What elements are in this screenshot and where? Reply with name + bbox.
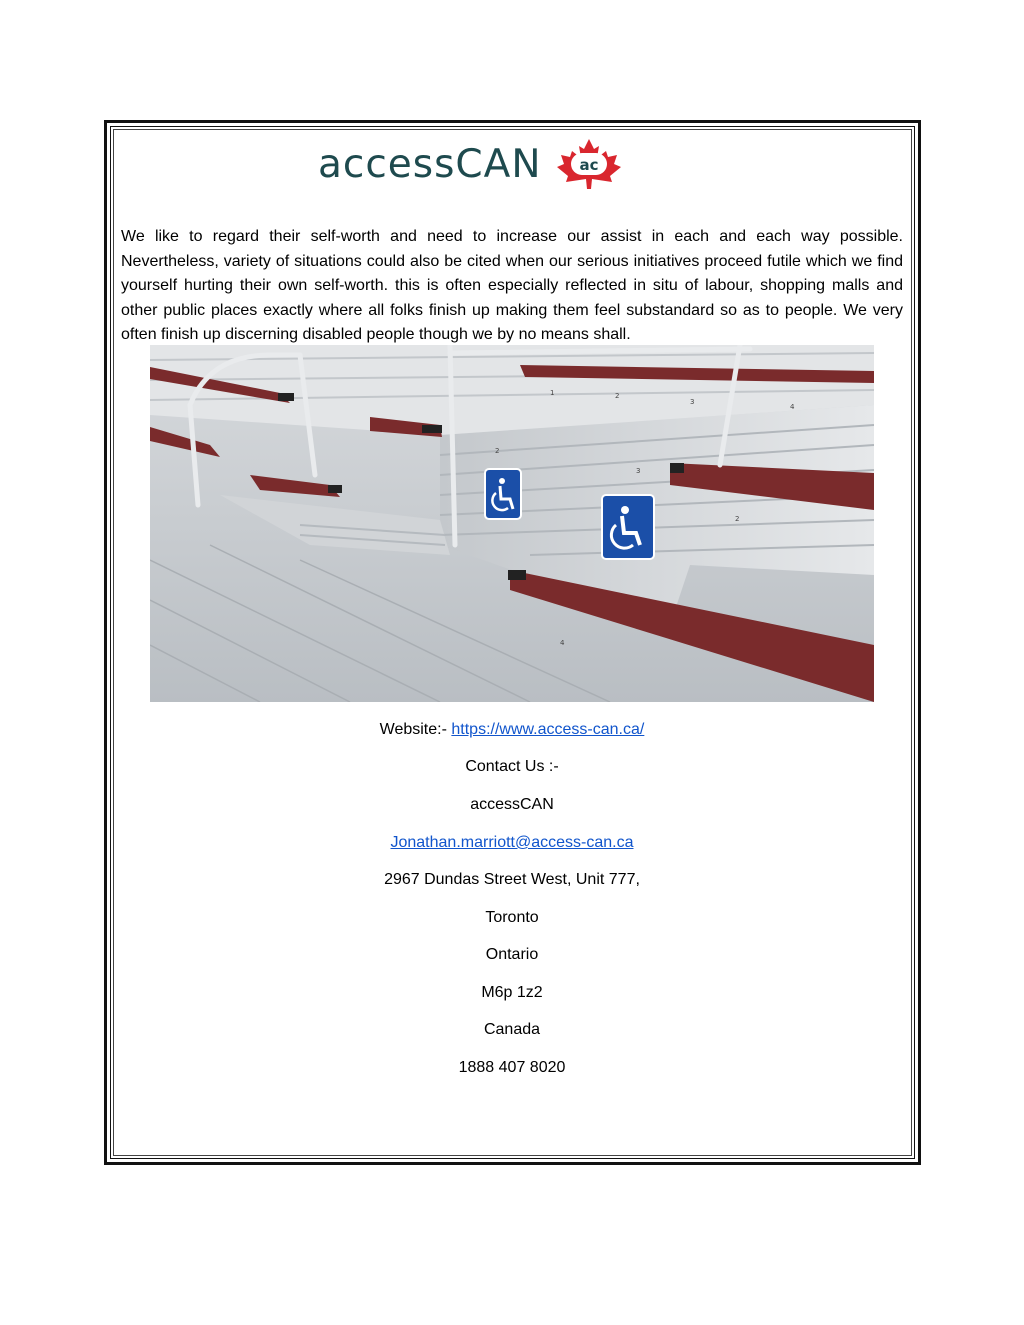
street-address: 2967 Dundas Street West, Unit 777, bbox=[384, 871, 640, 888]
seat-number: 4 bbox=[790, 403, 795, 411]
maple-leaf-badge-icon bbox=[550, 138, 628, 190]
website-line bbox=[120, 720, 904, 740]
seat-number: 4 bbox=[560, 639, 565, 647]
intro-paragraph: We like to regard their self-worth and need to increase our assist in each and each way possible. Nevertheless, variety of situations could also be cited when our serious initiatives proceed futile which we find yourself hurting their own self-worth. this is often especially reflected in situ of labour, shopping malls and other public places exactly where all folks finish up making them feel substandard so as to people. We very often finish up discerning disabled people though we by no means shall. bbox=[121, 228, 903, 344]
email-line bbox=[120, 833, 904, 853]
wheelchair-sign-left-icon bbox=[485, 469, 521, 519]
phone-number: 1888 407 8020 bbox=[458, 1059, 566, 1076]
country: Canada bbox=[483, 1021, 541, 1038]
seat-number: 2 bbox=[735, 515, 740, 523]
seat-number: 3 bbox=[690, 398, 695, 406]
wheelchair-sign-right-icon bbox=[602, 495, 654, 559]
postal-code: M6p 1z2 bbox=[481, 984, 543, 1001]
bleachers-illustration bbox=[150, 345, 874, 702]
city: Toronto bbox=[485, 909, 539, 926]
seat-number: 2 bbox=[615, 392, 620, 400]
seat-number: 2 bbox=[495, 447, 500, 455]
seat-number: 1 bbox=[550, 389, 555, 397]
accessible-bleachers-photo bbox=[150, 345, 874, 702]
accesscan-logo bbox=[318, 135, 703, 193]
website-label: Website:- bbox=[379, 721, 452, 738]
badge-text: ac bbox=[578, 156, 599, 174]
email-link[interactable]: Jonathan.marriott@access-can.ca bbox=[390, 834, 634, 851]
contact-us-label: Contact Us :- bbox=[465, 758, 559, 775]
website-link[interactable]: https://www.access-can.ca/ bbox=[451, 721, 645, 738]
company-name: accessCAN bbox=[470, 796, 554, 813]
seat-number: 3 bbox=[636, 467, 641, 475]
logo-wordmark: accessCAN bbox=[318, 141, 542, 187]
province: Ontario bbox=[485, 946, 539, 963]
